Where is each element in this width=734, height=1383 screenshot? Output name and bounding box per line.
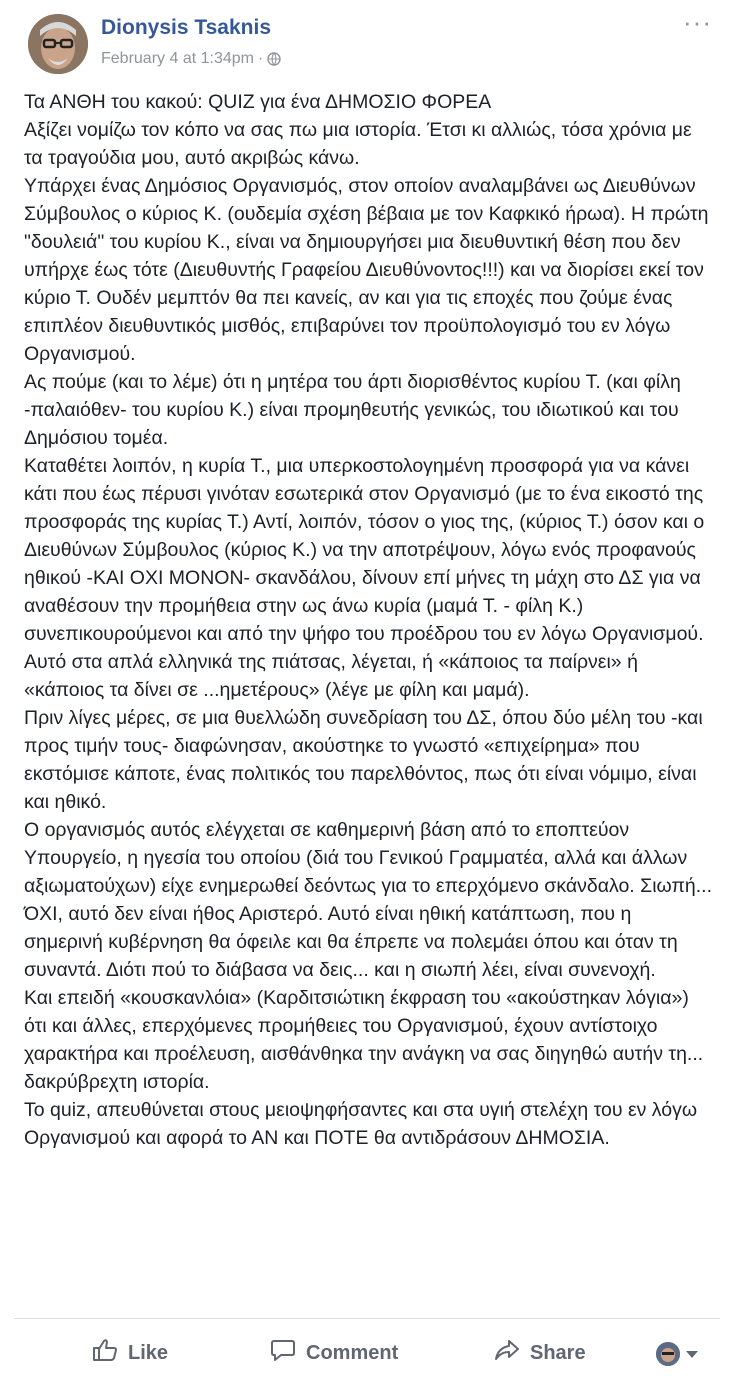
post-paragraph: Καταθέτει λοιπόν, η κυρία Τ., μια υπερκοστολογημένη προσφορά για να κάνει κάτι που έως πέρυσι γινόταν εσωτερικά στον Οργανισμό (με το ένα εικοστό της προσφοράς της κυρίας Τ.) Αντί, λοιπόν, τόσον ο γιος της, (κύριος Τ.) όσον και ο Διευθύνων Σύμβουλος (κύριος Κ.) να την αποτρέψουν, λόγω ενός προφανούς ηθικού -ΚΑΙ ΟΧΙ ΜΟΝΟΝ- σκανδάλου, δίνουν επί μήνες τη μάχη στο ΔΣ για να αναθέσουν την προμήθεια στην ως άνω κυρία (μαμά Τ. - φίλη Κ.) συνεπικουρούμενοι και από την ψήφο του προέδρου του εν λόγω Οργανισμού. (24, 455, 705, 645)
post-paragraph: ΌΧΙ, αυτό δεν είναι ήθος Αριστερό. Αυτό είναι ηθική κατάπτωση, που η σημερινή κυβέρνηση θα όφειλε και θα έπρεπε να πολεμάει όπου και όταν τη συναντά. Διότι πού το διάβασα να δεις... και η σιωπή λέει, είναι συνενοχή. (24, 903, 678, 981)
post-as-selector[interactable] (656, 1342, 698, 1366)
post-paragraph: Υπάρχει ένας Δημόσιος Οργανισμός, στον οποίον αναλαμβάνει ως Διευθύνων Σύμβουλος ο κύριος Κ. (ουδεμία σχέση βέβαια με τον Καφκικό ήρωα). Η πρώτη "δουλειά" του κυρίου Κ., είναι να δημιουργήσει μια διευθυντική θέση που δεν υπήρχε έως τότε (Διευθυντής Γραφείου Διευθύνοντος!!!) και να διορίσει εκεί τον κύριο Τ. Ουδέν μεμπτόν θα πει κανείς, αν και για τις εποχές που ζούμε ένας επιπλέον διευθυντικός μισθός, επιβαρύνει τον προϋπολογισμό του εν λόγω Οργανισμού. (24, 175, 709, 365)
post-paragraph: Ας πούμε (και το λέμε) ότι η μητέρα του άρτι διορισθέντος κυρίου Τ. (και φίλη -παλαιόθεν- του κυρίου Κ.) είναι προμηθευτής γενικώς, του ιδιωτικού και του Δημόσιου τομέα. (24, 371, 681, 449)
post-paragraph: Αυτό στα απλά ελληνικά της πιάτσας, λέγεται, ή «κάποιος τα παίρνει» ή «κάποιος τα δίνει σε ...ημετέρους» (λέγε με φίλη και μαμά). (24, 651, 638, 701)
actions-divider (14, 1318, 720, 1319)
like-label: Like (128, 1341, 169, 1364)
more-options-icon[interactable]: ··· (683, 7, 712, 37)
share-button[interactable] (494, 1330, 586, 1376)
post-paragraph: Και επειδή «κουσκανλόια» (Καρδιτσιώτικη έκφραση του «ακούστηκαν λόγια») ότι και άλλες, επερχόμενες προμήθειες του Οργανισμού, έχουν αντίστοιχο χαρακτήρα και προέλευση, αισθάνθηκα την ανάγκη να σας διηγηθώ αυτήν τη... δακρύβρεχτη ιστορία. (24, 987, 704, 1093)
avatar-photo (28, 14, 88, 74)
globe-icon[interactable] (267, 52, 281, 71)
post-text (24, 88, 714, 1152)
share-arrow-icon (494, 1338, 530, 1368)
share-label: Share (530, 1341, 586, 1364)
post-header (0, 0, 734, 90)
thumbs-up-icon (92, 1338, 128, 1368)
author-avatar[interactable] (28, 14, 88, 74)
author-name[interactable]: Dionysis Tsaknis (101, 16, 272, 39)
post-actions-bar (0, 1330, 734, 1380)
post-paragraph: Αξίζει νομίζω τον κόπο να σας πω μια ιστορία. Έτσι κι αλλιώς, τόσα χρόνια με τα τραγούδια μου, αυτό ακριβώς κάνω. (24, 119, 692, 169)
post-meta (101, 50, 281, 71)
post-paragraph: Τα ΑΝΘΗ του κακού: QUIZ για ένα ΔΗΜΟΣΙΟ ΦΟΡΕΑ (24, 91, 492, 113)
meta-separator: · (257, 50, 264, 67)
mini-avatar (656, 1342, 680, 1366)
comment-bubble-icon (270, 1338, 306, 1368)
post-paragraph: Πριν λίγες μέρες, σε μια θυελλώδη συνεδρίαση του ΔΣ, όπου δύο μέλη του -και προς τιμήν τους- διαφώνησαν, ακούστηκε το γνωστό «επιχείρημα» που εκστόμισε κάποτε, ένας πολιτικός του παρελθόντος, πως ότι είναι νόμιμο, είναι και ηθικό. (24, 707, 703, 813)
post-paragraph: Το quiz, απευθύνεται στους μειοψηφήσαντες και στα υγιή στελέχη του εν λόγω Οργανισμού και αφορά το ΑΝ και ΠΟΤΕ θα αντιδράσουν ΔΗΜΟΣΙΑ. (24, 1099, 698, 1149)
chevron-down-icon (686, 1351, 698, 1358)
like-button[interactable] (92, 1330, 168, 1376)
comment-label: Comment (306, 1341, 399, 1364)
post-timestamp[interactable]: February 4 at 1:34pm (101, 50, 254, 67)
comment-button[interactable] (270, 1330, 398, 1376)
post-paragraph: Ο οργανισμός αυτός ελέγχεται σε καθημερινή βάση από το εποπτεύον Υπουργείο, η ηγεσία του οποίου (διά του Γενικού Γραμματέα, αλλά και άλλων αξιωματούχων) είχε ενημερωθεί δεόντως για το επερχόμενο σκάνδαλο. Σιωπή... (24, 819, 713, 897)
